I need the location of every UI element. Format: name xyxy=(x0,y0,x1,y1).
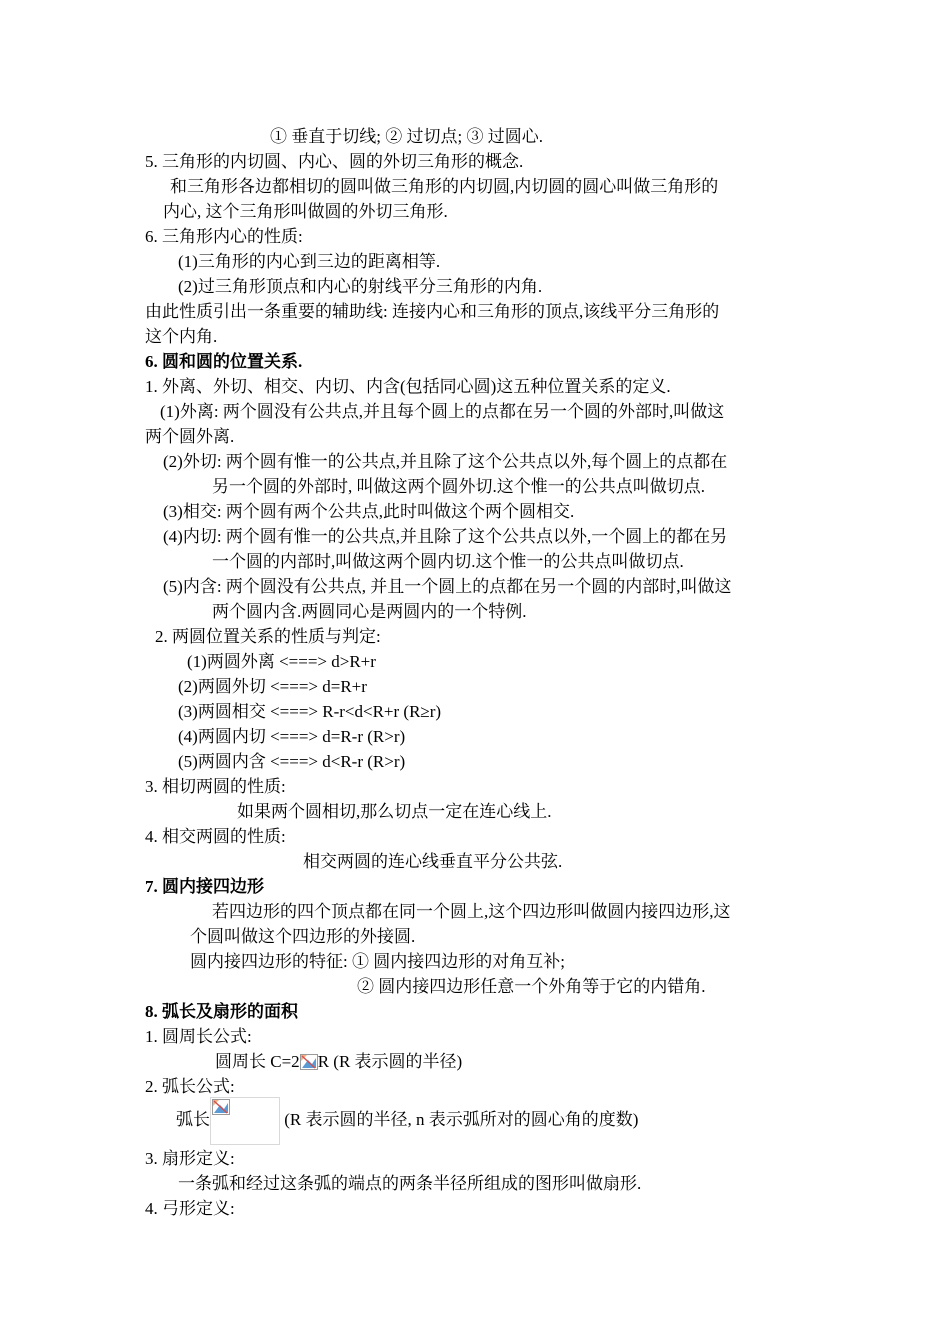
tangent-circles-property: 如果两个圆相切,那么切点一定在连心线上. xyxy=(237,802,552,821)
intersecting-circles-heading: 4. 相交两圆的性质: xyxy=(145,827,286,846)
arc-length-explanation: (R 表示圆的半径, n 表示弧所对的圆心角的度数) xyxy=(284,1110,639,1129)
cyclic-quadrilateral-feature-2: ② 圆内接四边形任意一个外角等于它的内错角. xyxy=(357,977,706,996)
circumference-heading: 1. 圆周长公式: xyxy=(145,1027,252,1046)
tangent-circles-heading: 3. 相切两圆的性质: xyxy=(145,777,286,796)
sector-heading: 3. 扇形定义: xyxy=(145,1149,235,1168)
separated-definition-cont: 两个圆外离. xyxy=(145,427,235,446)
section-heading-circle-positions: 6. 圆和圆的位置关系. xyxy=(145,352,303,371)
circumference-formula-suffix: R (R 表示圆的半径) xyxy=(317,1052,463,1071)
arc-length-formula xyxy=(176,1096,638,1145)
section-heading-arc-sector: 8. 弧长及扇形的面积 xyxy=(145,1002,298,1021)
tangent-property-list: ① 垂直于切线; ② 过切点; ③ 过圆心. xyxy=(270,127,543,146)
arc-formula-image-frame xyxy=(210,1097,280,1145)
contained-definition: (5)内含: 两个圆没有公共点, 并且一个圆上的点都在另一个圆的内部时,叫做这 xyxy=(163,577,732,596)
internally-tangent-definition-cont: 一个圆的内部时,叫做这两个圆内切.这个惟一的公共点叫做切点. xyxy=(212,552,684,571)
externally-tangent-definition-cont: 另一个圆的外部时, 叫做这两个圆外切.这个惟一的公共点叫做切点. xyxy=(212,477,705,496)
incircle-definition: 和三角形各边都相切的圆叫做三角形的内切圆,内切圆的圆心叫做三角形的 xyxy=(170,177,719,196)
incenter-property-1: (1)三角形的内心到三边的距离相等. xyxy=(178,252,441,271)
incircle-definition-cont: 内心, 这个三角形叫做圆的外切三角形. xyxy=(163,202,448,221)
internally-tangent-definition: (4)内切: 两个圆有惟一的公共点,并且除了这个公共点以外,一个圆上的都在另 xyxy=(163,527,728,546)
arc-length-label: 弧长 xyxy=(176,1110,210,1129)
sector-definition: 一条弧和经过这条弧的端点的两条半径所组成的图形叫做扇形. xyxy=(178,1174,642,1193)
criterion-separated: (1)两圆外离 <===> d>R+r xyxy=(187,652,376,671)
positions-criteria-heading: 2. 两圆位置关系的性质与判定: xyxy=(155,627,381,646)
criterion-externally-tangent: (2)两圆外切 <===> d=R+r xyxy=(178,677,367,696)
intersecting-circles-property: 相交两圆的连心线垂直平分公共弦. xyxy=(303,852,563,871)
circumference-formula-prefix: 圆周长 C=2 xyxy=(215,1052,300,1071)
criterion-contained: (5)两圆内含 <===> d<R-r (R>r) xyxy=(178,752,406,771)
criterion-internally-tangent: (4)两圆内切 <===> d=R-r (R>r) xyxy=(178,727,406,746)
broken-image-icon xyxy=(212,1099,230,1115)
heading-incenter-properties: 6. 三角形内心的性质: xyxy=(145,227,303,246)
incenter-property-2: (2)过三角形顶点和内心的射线平分三角形的内角. xyxy=(178,277,543,296)
criterion-intersecting: (3)两圆相交 <===> R-r<d<R+r (R≥r) xyxy=(178,702,442,721)
segment-heading: 4. 弓形定义: xyxy=(145,1199,235,1218)
broken-image-icon xyxy=(300,1054,318,1070)
circumference-formula xyxy=(215,1051,462,1073)
cyclic-quadrilateral-definition-cont: 个圆叫做这个四边形的外接圆. xyxy=(190,927,416,946)
separated-definition: (1)外离: 两个圆没有公共点,并且每个圆上的点都在另一个圆的外部时,叫做这 xyxy=(160,402,725,421)
section-heading-cyclic-quadrilateral: 7. 圆内接四边形 xyxy=(145,877,264,896)
externally-tangent-definition: (2)外切: 两个圆有惟一的公共点,并且除了这个公共点以外,每个圆上的点都在 xyxy=(163,452,728,471)
positions-definition-heading: 1. 外离、外切、相交、内切、内含(包括同心圆)这五种位置关系的定义. xyxy=(145,377,671,396)
cyclic-quadrilateral-feature-1: 圆内接四边形的特征: ① 圆内接四边形的对角互补; xyxy=(190,952,565,971)
auxiliary-line-note: 由此性质引出一条重要的辅助线: 连接内心和三角形的顶点,该线平分三角形的 xyxy=(145,302,720,321)
heading-incircle-concepts: 5. 三角形的内切圆、内心、圆的外切三角形的概念. xyxy=(145,152,524,171)
intersecting-definition: (3)相交: 两个圆有两个公共点,此时叫做这个两个圆相交. xyxy=(163,502,575,521)
auxiliary-line-note-cont: 这个内角. xyxy=(145,327,218,346)
cyclic-quadrilateral-definition: 若四边形的四个顶点都在同一个圆上,这个四边形叫做圆内接四边形,这 xyxy=(212,902,731,921)
contained-definition-cont: 两个圆内含.两圆同心是两圆内的一个特例. xyxy=(212,602,527,621)
arc-length-heading: 2. 弧长公式: xyxy=(145,1077,235,1096)
